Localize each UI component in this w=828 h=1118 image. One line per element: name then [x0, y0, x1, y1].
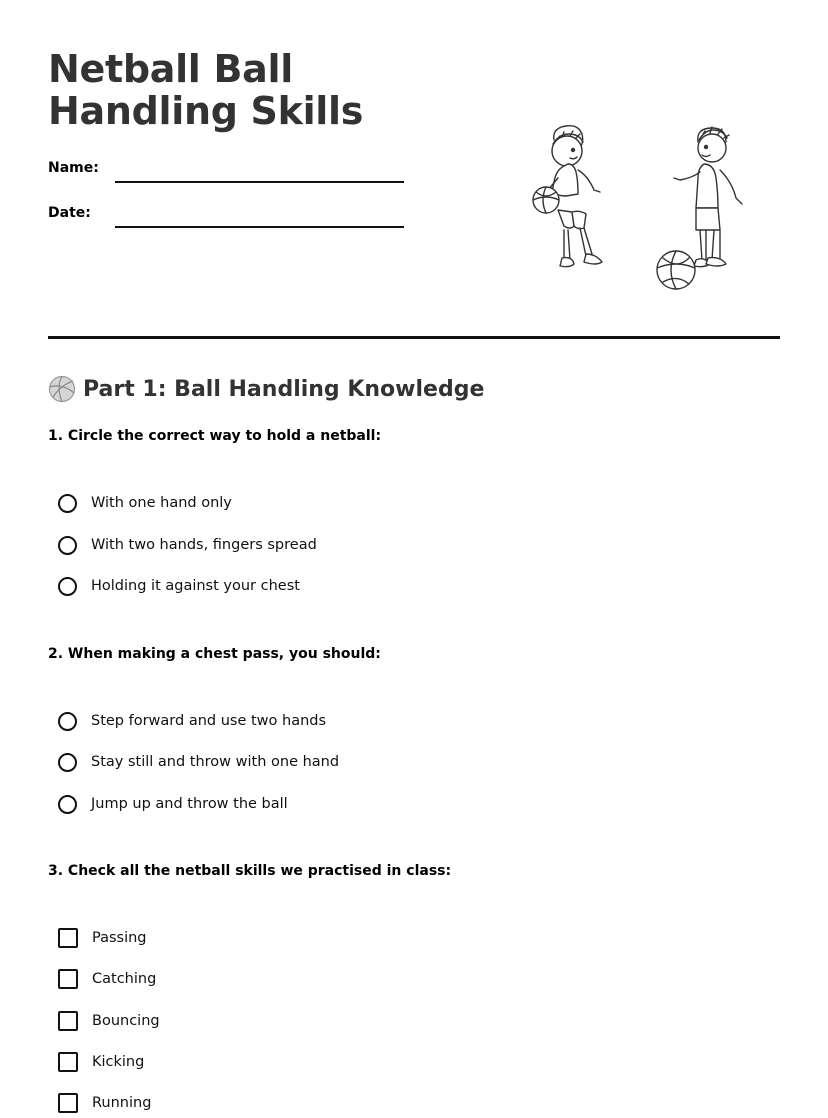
question-3-option-3[interactable]: [58, 1009, 160, 1033]
boy-dribbling-illustration: [533, 126, 602, 267]
name-label: Name:: [48, 160, 99, 176]
question-3-option-5[interactable]: [58, 1091, 151, 1115]
option-label: With one hand only: [91, 495, 232, 511]
option-label: Holding it against your chest: [91, 578, 300, 594]
question-1-option-2[interactable]: [58, 533, 317, 557]
question-1-option-3[interactable]: [58, 574, 300, 598]
question-2-text: 2. When making a chest pass, you should:: [48, 646, 381, 662]
option-label: With two hands, fingers spread: [91, 537, 317, 553]
radio-button[interactable]: [58, 494, 77, 513]
question-3-option-1[interactable]: [58, 926, 147, 950]
radio-button[interactable]: [58, 795, 77, 814]
question-3-text: 3. Check all the netball skills we practised in class:: [48, 863, 452, 879]
name-line[interactable]: [115, 181, 404, 183]
question-1-text: 1. Circle the correct way to hold a netball:: [48, 428, 382, 444]
section-divider: [48, 336, 780, 339]
section-part-1-title: Part 1: Ball Handling Knowledge: [83, 376, 485, 402]
option-label: Stay still and throw with one hand: [91, 754, 340, 770]
section-part-1-heading: [48, 373, 484, 405]
option-label: Jump up and throw the ball: [91, 796, 288, 812]
radio-button[interactable]: [58, 712, 77, 731]
checkbox[interactable]: [58, 928, 78, 948]
question-1-option-1[interactable]: [58, 491, 232, 515]
checkbox[interactable]: [58, 969, 78, 989]
date-field[interactable]: [48, 205, 408, 229]
checkbox[interactable]: [58, 1011, 78, 1031]
boy-standing-illustration: [657, 127, 742, 289]
date-label: Date:: [48, 205, 91, 221]
option-label: Running: [92, 1095, 152, 1111]
radio-button[interactable]: [58, 536, 77, 555]
page-title: Netball Ball Handling Skills: [48, 47, 364, 133]
checkbox[interactable]: [58, 1052, 78, 1072]
checkbox[interactable]: [58, 1093, 78, 1113]
children-playing-ball-illustration: [520, 118, 770, 298]
option-label: Step forward and use two hands: [91, 713, 327, 729]
radio-button[interactable]: [58, 753, 77, 772]
option-label: Kicking: [92, 1054, 145, 1070]
date-line[interactable]: [115, 226, 404, 228]
option-label: Bouncing: [92, 1013, 160, 1029]
question-2-option-2[interactable]: [58, 750, 339, 774]
question-3-option-4[interactable]: [58, 1050, 144, 1074]
question-3-option-2[interactable]: [58, 967, 156, 991]
question-2-option-3[interactable]: [58, 792, 288, 816]
question-2-option-1[interactable]: [58, 709, 326, 733]
radio-button[interactable]: [58, 577, 77, 596]
option-label: Passing: [92, 930, 147, 946]
name-field[interactable]: [48, 160, 408, 184]
option-label: Catching: [92, 971, 157, 987]
volleyball-icon: [48, 375, 76, 403]
